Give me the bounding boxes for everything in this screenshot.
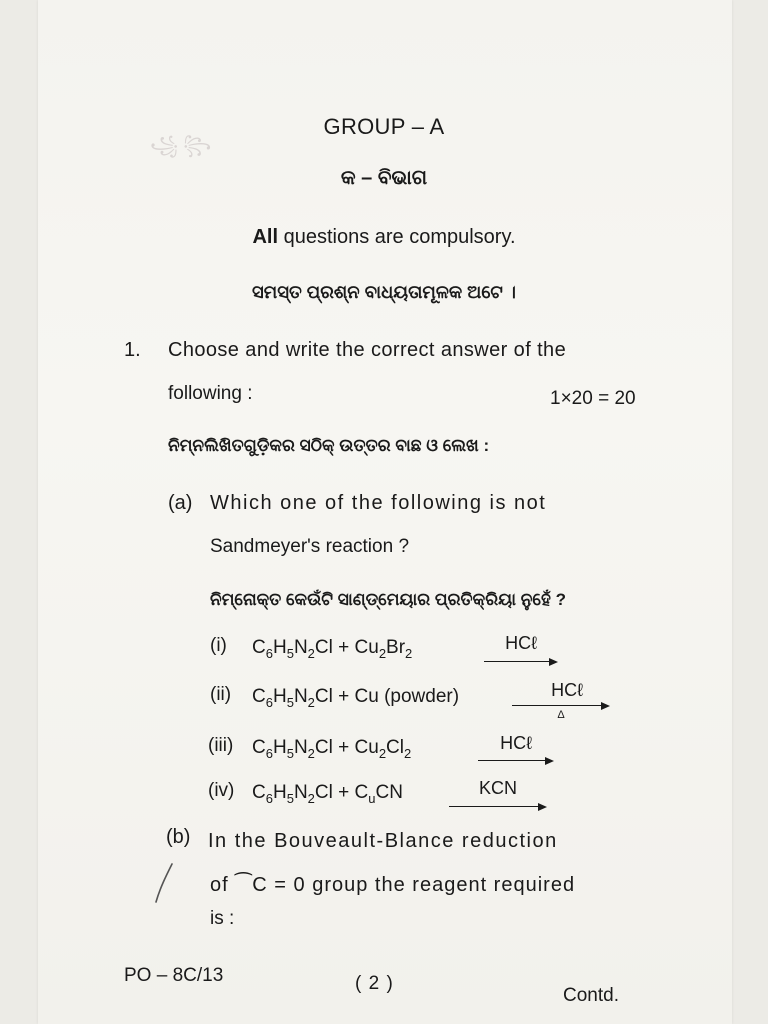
option-label: (iv) [208, 780, 235, 801]
part-b-label: (b) [166, 826, 191, 848]
paper-code: PO – 8C/13 [124, 965, 224, 986]
option-reactant-mid: Cl [386, 737, 404, 758]
option-reactant: + Cu (powder) [338, 686, 460, 707]
question-number: 1. [124, 339, 141, 361]
reaction-condition: HCℓ [505, 633, 537, 653]
option-reactant-mid: Br [386, 637, 406, 658]
arrow-head [545, 757, 554, 765]
pen-mark [150, 862, 180, 904]
part-a-line1: Which one of the following is not [210, 492, 547, 514]
option-reactant: + Cu [338, 737, 379, 758]
option-reactant-mid: CN [375, 782, 403, 803]
part-b-line3: is : [210, 908, 235, 929]
option-sub: 2 [404, 746, 412, 761]
part-b-line1: In the Bouveault-Blance reduction [208, 830, 558, 852]
option-label: (ii) [210, 684, 232, 705]
reaction-condition: HCℓ [551, 680, 583, 700]
part-b-line2: of ⁀C = 0 group the reagent required [210, 874, 576, 896]
option-label: (iii) [208, 735, 234, 756]
arrow-line [478, 760, 546, 761]
option-label: (i) [210, 635, 227, 656]
arrow-head [538, 803, 547, 811]
instruction-rest: questions are compulsory. [278, 226, 516, 248]
arrow-line [484, 661, 550, 662]
page-number: ( 2 ) [355, 973, 394, 994]
continued-label: Contd. [563, 985, 619, 1006]
instruction-odia: ସମସ୍ତ ପ୍ରଶ୍ନ ବାଧ୍ୟତାମୂଳକ ଅଟେ । [252, 282, 516, 302]
option-equation: $C_6H_5N_2Cl + Cu_2Br_2$ [252, 637, 413, 661]
group-title-odia: କ – ବିଭାଗ [340, 167, 428, 189]
part-a-odia: ନିମ୍ନୋକ୍ତ କେଉଁଟି ସାଣ୍ଡ୍‌ମେୟାର ପ୍ରତିକ୍ରିୟା ନୁହେଁ ? [210, 590, 566, 609]
part-a-label: (a) [168, 492, 193, 514]
arrow-line [512, 705, 602, 706]
reaction-arrow [484, 633, 558, 669]
question-text-line1: Choose and write the correct answer of the [168, 339, 567, 361]
reaction-arrow [449, 778, 547, 814]
option-sub: u [368, 791, 376, 806]
group-title: GROUP – A [323, 114, 445, 139]
option-sub: 2 [405, 646, 413, 661]
arrow-head [549, 658, 558, 666]
arrow-line [449, 806, 539, 807]
reaction-condition: KCN [478, 778, 517, 798]
stamp-mark: ꧁ ꧂ [150, 135, 212, 155]
reaction-condition: HCℓ [500, 733, 532, 753]
heat-symbol: Δ [557, 709, 565, 721]
question-odia: ନିମ୍ନଲିଖିତଗୁଡ଼ିକର ସଠିକ୍ ଉତ୍ତର ବାଛ ଓ ଲେଖ : [168, 436, 490, 455]
instruction-bold: All [252, 226, 279, 248]
option-reactant: + Cu [338, 637, 379, 658]
option-equation: $C_6H_5N_2Cl + C_uCN$ [252, 782, 403, 806]
option-sub: 2 [378, 646, 387, 661]
reaction-arrow [478, 733, 554, 769]
option-sub: 2 [378, 746, 387, 761]
part-a-line2: Sandmeyer's reaction ? [210, 536, 410, 557]
question-text-line2: following : [168, 383, 253, 404]
instruction [0, 226, 768, 249]
option-equation: $C_6H_5N_2Cl + Cu_2Cl_2$ [252, 737, 412, 761]
question-marks: 1×20 = 20 [550, 388, 636, 409]
option-equation: $C_6H_5N_2Cl + Cu$ (powder) [252, 686, 460, 710]
option-reactant: + C [338, 782, 369, 803]
reaction-arrow [512, 680, 610, 724]
